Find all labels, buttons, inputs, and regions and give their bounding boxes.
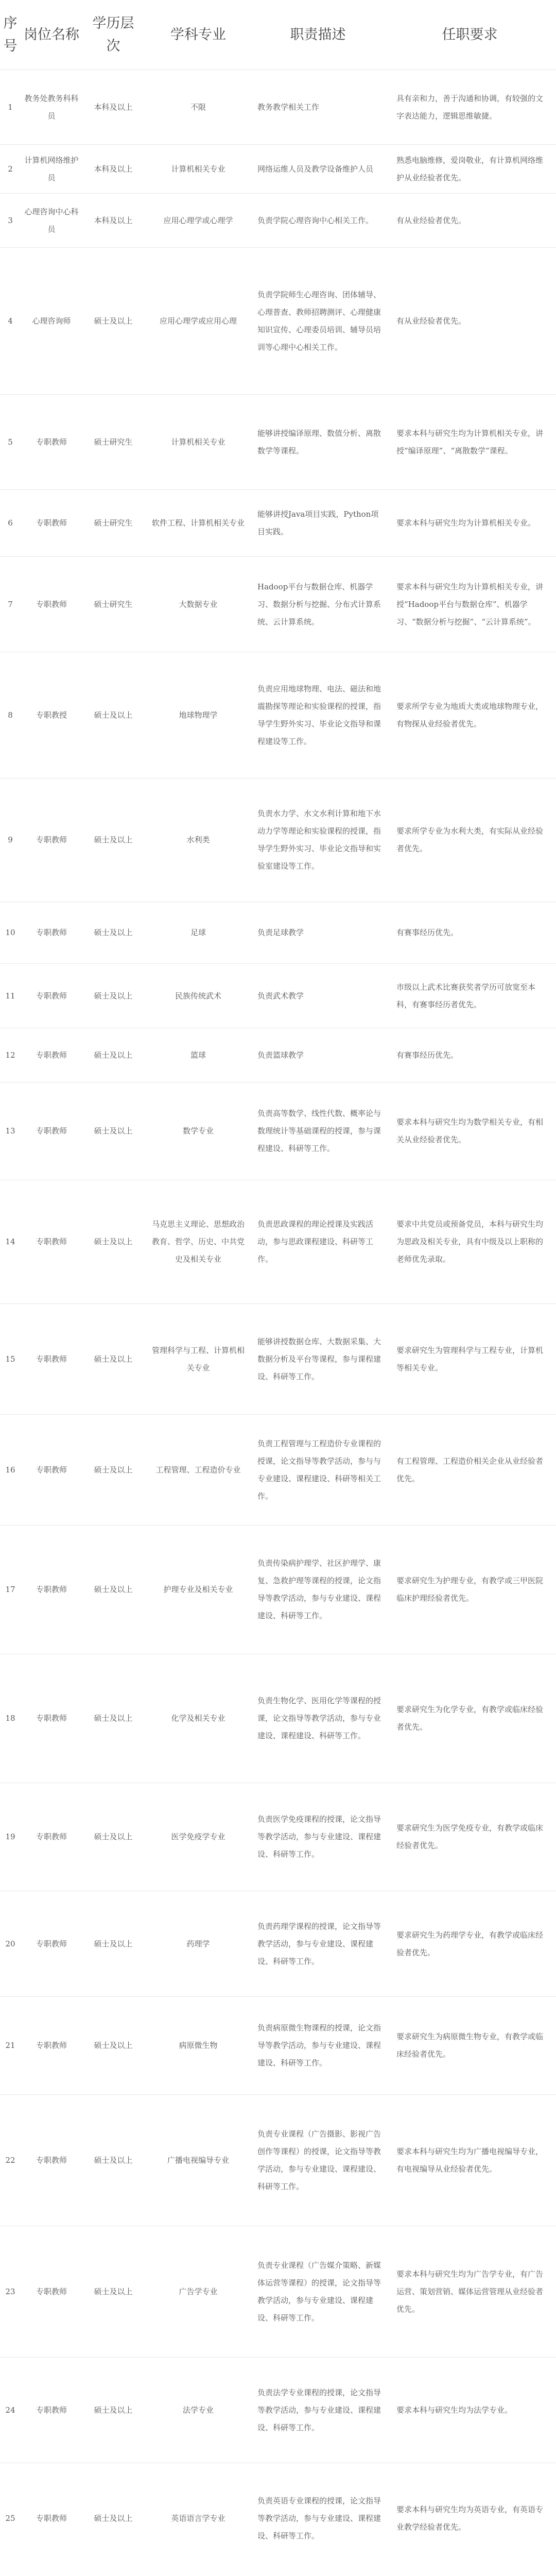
cell-education: 硕士及以上 — [94, 1585, 133, 1594]
cell-education: 硕士研究生 — [94, 518, 133, 528]
cell-seq: 15 — [5, 1354, 15, 1364]
cell-major: 管理科学与工程、计算机相关专业 — [151, 1345, 245, 1372]
cell-requirements: 要求本科与研究生均为计算机相关专业，讲授“编译原理”、“离散数学”课程。 — [396, 428, 544, 455]
cell-duties: 负责足球教学 — [257, 928, 304, 937]
cell-position: 专职教师 — [36, 991, 67, 1001]
cell-education: 硕士及以上 — [94, 1050, 133, 1060]
cell-position: 教务处教务科科员 — [24, 93, 79, 121]
cell-requirements: 具有亲和力，善于沟通和协调，有较强的文字表达能力，逻辑思维敏捷。 — [396, 93, 544, 121]
cell-education: 硕士及以上 — [94, 2041, 133, 2050]
row-divider — [0, 1414, 556, 1415]
table-row — [0, 1414, 556, 1525]
cell-position: 计算机网络维护员 — [24, 155, 79, 182]
cell-position: 专职教师 — [36, 599, 67, 609]
cell-duties: 负责药理学课程的授课，论文指导等教学活动，参与专业建设、课程建设、科研等工作。 — [257, 1921, 381, 1966]
cell-duties: 教务教学相关工作 — [257, 102, 320, 112]
cell-position: 专职教师 — [36, 518, 67, 528]
cell-education: 硕士及以上 — [94, 316, 133, 326]
table-row — [0, 2226, 556, 2357]
cell-requirements: 要求本科与研究生均为法学专业。 — [396, 2405, 513, 2415]
cell-position: 专职教授 — [36, 710, 67, 720]
cell-seq: 13 — [5, 1126, 15, 1136]
cell-major: 法学专业 — [182, 2405, 214, 2415]
row-divider — [0, 394, 556, 395]
cell-duties: 网络运维人员及教学设备维护人员 — [257, 164, 374, 174]
cell-major: 英语语言学专业 — [171, 2513, 225, 2523]
cell-requirements: 要求本科与研究生均为计算机相关专业。 — [396, 518, 536, 528]
cell-education: 硕士及以上 — [94, 2286, 133, 2296]
cell-major: 足球 — [190, 928, 206, 937]
table-row — [0, 963, 556, 1028]
cell-position: 专职教师 — [36, 1354, 67, 1364]
cell-requirements: 要求本科与研究生均为广播电视编导专业，有电视编导从业经验者优先。 — [396, 2146, 544, 2174]
cell-duties: 负责专业课程（广告摄影、影视广告创作等课程）的授课，论文指导等教学活动，参与专业建设、课程建设、科研等工作。 — [257, 2129, 381, 2191]
cell-duties: 能够讲授编译原理、数值分析、离散数学等课程。 — [257, 428, 381, 455]
cell-major: 篮球 — [190, 1050, 206, 1060]
cell-seq: 6 — [8, 518, 13, 528]
header-seq: 序号 — [3, 15, 18, 54]
cell-major: 计算机相关专业 — [171, 164, 225, 174]
cell-requirements: 要求本科与研究生均为广告学专业，有广告运营、策划营销、媒体运营管理从业经验者优先。 — [396, 2269, 544, 2314]
cell-seq: 9 — [8, 835, 13, 844]
cell-major: 工程管理、工程造价专业 — [155, 1465, 241, 1475]
table-row — [0, 193, 556, 247]
cell-major: 数学专业 — [182, 1126, 214, 1136]
cell-education: 硕士及以上 — [94, 835, 133, 844]
cell-major: 应用心理学或应用心理 — [159, 316, 237, 326]
cell-requirements: 要求研究生为药理学专业，有教学或临床经验者优先。 — [396, 1930, 544, 1957]
cell-requirements: 要求研究生为医学免疫专业，有教学或临床经验者优先。 — [396, 1823, 544, 1850]
cell-seq: 14 — [5, 1237, 15, 1246]
cell-major: 马克思主义理论、思想政治教育、哲学、历史、中共党史及相关专业 — [151, 1219, 245, 1264]
cell-position: 专职教师 — [36, 1714, 67, 1723]
cell-duties: 负责高等数学、线性代数、概率论与数理统计等基础课程的授课，参与课程建设、科研等工作。 — [257, 1109, 381, 1153]
cell-seq: 4 — [8, 316, 13, 326]
header-education: 学历层次 — [92, 15, 134, 54]
table-row — [0, 1525, 556, 1654]
cell-major: 医学免疫学专业 — [171, 1832, 225, 1841]
table-row — [0, 1996, 556, 2094]
row-divider — [0, 489, 556, 490]
table-row — [0, 247, 556, 394]
table-row — [0, 1303, 556, 1414]
row-divider — [0, 2094, 556, 2095]
cell-education: 硕士研究生 — [94, 437, 133, 447]
table-row — [0, 1891, 556, 1996]
cell-education: 硕士及以上 — [94, 928, 133, 937]
cell-seq: 3 — [8, 215, 13, 225]
row-divider — [0, 1303, 556, 1304]
row-divider — [0, 1525, 556, 1526]
row-divider — [0, 247, 556, 248]
cell-duties: 负责工程管理与工程造价专业课程的授课，论文指导等教学活动，参与与专业建设、课程建设、科研等相关工作。 — [257, 1438, 381, 1501]
cell-education: 硕士及以上 — [94, 1354, 133, 1364]
cell-duties: 负责武术教学 — [257, 991, 304, 1001]
cell-seq: 24 — [5, 2405, 15, 2415]
table-row — [0, 2463, 556, 2573]
cell-seq: 20 — [5, 1939, 15, 1948]
row-divider — [0, 193, 556, 194]
table-row — [0, 1654, 556, 1783]
cell-requirements: 要求研究生为护理专业，有教学或三甲医院临床护理经验者优先。 — [396, 1576, 544, 1603]
cell-education: 硕士及以上 — [94, 2405, 133, 2415]
cell-position: 专职教师 — [36, 437, 67, 447]
cell-requirements: 有从业经验者优先。 — [396, 316, 466, 326]
cell-seq: 25 — [5, 2513, 15, 2523]
cell-requirements: 要求研究生为病原微生物专业，有教学或临床经验者优先。 — [396, 2032, 544, 2059]
cell-position: 专职教师 — [36, 928, 67, 937]
cell-major: 护理专业及相关专业 — [163, 1585, 233, 1594]
cell-position: 心理咨询师 — [32, 316, 71, 326]
table-row — [0, 2094, 556, 2226]
cell-seq: 11 — [5, 991, 15, 1001]
cell-education: 硕士及以上 — [94, 1237, 133, 1246]
cell-position: 专职教师 — [36, 835, 67, 844]
cell-seq: 7 — [8, 599, 13, 609]
table-row — [0, 1783, 556, 1891]
table-row — [0, 394, 556, 489]
cell-seq: 1 — [8, 102, 13, 112]
cell-duties: 负责学院心理咨询中心相关工作。 — [257, 215, 374, 225]
row-divider — [0, 144, 556, 145]
table-row — [0, 2357, 556, 2463]
table-row — [0, 778, 556, 902]
cell-position: 专职教师 — [36, 1126, 67, 1136]
cell-education: 硕士及以上 — [94, 1126, 133, 1136]
cell-duties: 负责法学专业课程的授课，论文指导等教学活动，参与专业建设、课程建设、科研等工作。 — [257, 2387, 381, 2432]
cell-requirements: 有从业经验者优先。 — [396, 215, 466, 225]
cell-education: 本科及以上 — [94, 164, 133, 174]
cell-seq: 12 — [5, 1050, 15, 1060]
cell-education: 硕士及以上 — [94, 1714, 133, 1723]
cell-duties: 能够讲授数据仓库、大数据采集、大数据分析及平台等课程，参与课程建设、科研等工作。 — [257, 1336, 381, 1381]
cell-major: 化学及相关专业 — [171, 1714, 225, 1723]
header-requirements: 任职要求 — [442, 26, 498, 43]
cell-requirements: 要求本科与研究生均为计算机相关专业，讲授“Hadoop平台与数据仓库”、机器学习、“数据分析与挖掘”、“云计算系统”。 — [396, 582, 544, 626]
cell-major: 计算机相关专业 — [171, 437, 225, 447]
cell-duties: Hadoop平台与数据仓库、机器学习、数据分析与挖掘、分布式计算系统、云计算系统。 — [257, 582, 381, 626]
table-row — [0, 1028, 556, 1082]
cell-seq: 19 — [5, 1832, 15, 1841]
cell-duties: 负责医学免疫课程的授课，论文指导等教学活动，参与专业建设、课程建设、科研等工作。 — [257, 1815, 381, 1859]
cell-duties: 负责水力学、水文水利计算和地下水动力学等理论和实验课程的授课，指导学生野外实习、毕业论文指导和实验室建设等工作。 — [257, 809, 381, 871]
cell-position: 专职教师 — [36, 2405, 67, 2415]
cell-position: 专职教师 — [36, 2155, 67, 2165]
cell-seq: 22 — [5, 2155, 15, 2165]
table-row — [0, 489, 556, 556]
cell-seq: 5 — [8, 437, 13, 447]
cell-requirements: 有赛事经历优先。 — [396, 928, 459, 937]
cell-seq: 16 — [5, 1465, 15, 1475]
cell-requirements: 要求中共党员或预备党员，本科与研究生均为思政及相关专业，具有中级及以上职称的老师优先录取。 — [396, 1219, 544, 1264]
cell-major: 药理学 — [186, 1939, 210, 1948]
cell-duties: 负责传染病护理学、社区护理学、康复、急救护理等课程的授课，论文指导等教学活动，参与专业建设、课程建设、科研等工作。 — [257, 1558, 381, 1620]
cell-duties: 负责病原微生物课程的授课，论文指导等教学活动，参与专业建设、课程建设、科研等工作。 — [257, 2023, 381, 2067]
cell-education: 硕士及以上 — [94, 991, 133, 1001]
table-row — [0, 1180, 556, 1303]
table-row — [0, 556, 556, 652]
row-divider — [0, 2357, 556, 2358]
cell-seq: 23 — [5, 2286, 15, 2296]
cell-position: 心理咨询中心科员 — [24, 207, 79, 234]
cell-duties: 负责学院师生心理咨询、团体辅导、心理普查、教师招聘测评、心理健康知识宣传、心理委员培训、辅导员培训等心理中心相关工作。 — [257, 290, 381, 352]
cell-major: 不限 — [190, 102, 206, 112]
cell-position: 专职教师 — [36, 2286, 67, 2296]
cell-seq: 8 — [8, 710, 13, 720]
row-divider — [0, 963, 556, 964]
cell-education: 硕士及以上 — [94, 710, 133, 720]
cell-duties: 负责生物化学、医用化学等课程的授课，论文指导等教学活动，参与专业建设、课程建设、科研等工作。 — [257, 1696, 381, 1740]
cell-duties: 负责专业课程（广告媒介策略、新媒体运营等课程）的授课，论文指导等教学活动，参与专业建设、课程建设、科研等工作。 — [257, 2260, 381, 2323]
cell-requirements: 要求研究生为管理科学与工程专业，计算机等相关专业。 — [396, 1345, 544, 1372]
cell-requirements: 熟悉电脑维修，爱岗敬业，有计算机网络维护从业经验者优先。 — [396, 155, 544, 182]
cell-position: 专职教师 — [36, 1237, 67, 1246]
cell-requirements: 要求所学专业为水利大类，有实际从业经验者优先。 — [396, 826, 544, 853]
header-duties: 职责描述 — [290, 26, 346, 43]
cell-position: 专职教师 — [36, 1585, 67, 1594]
cell-position: 专职教师 — [36, 1939, 67, 1948]
header-major: 学科专业 — [170, 26, 226, 43]
cell-duties: 负责思政课程的理论授课及实践活动，参与思政课程建设、科研等工作。 — [257, 1219, 374, 1264]
cell-major: 广告学专业 — [179, 2286, 218, 2296]
cell-education: 硕士及以上 — [94, 2513, 133, 2523]
cell-seq: 17 — [5, 1585, 15, 1594]
cell-education: 硕士研究生 — [94, 599, 133, 609]
cell-duties: 能够讲授Java项目实践，Python项目实践。 — [257, 510, 379, 536]
cell-requirements: 要求研究生为化学专业，有教学或临床经验者优先。 — [396, 1705, 544, 1732]
cell-position: 专职教师 — [36, 1465, 67, 1475]
cell-major: 大数据专业 — [179, 599, 218, 609]
table-row — [0, 652, 556, 778]
cell-seq: 10 — [5, 928, 15, 937]
cell-duties: 负责英语专业课程的授课，论文指导等教学活动，参与专业建设、课程建设、科研等工作。 — [257, 2496, 381, 2540]
cell-duties: 负责篮球教学 — [257, 1050, 304, 1060]
header-position: 岗位名称 — [24, 26, 79, 43]
table-row — [0, 1082, 556, 1180]
cell-education: 硕士及以上 — [94, 1465, 133, 1475]
row-divider — [0, 1996, 556, 1997]
cell-education: 本科及以上 — [94, 102, 133, 112]
cell-major: 民族传统武术 — [175, 991, 221, 1001]
cell-major: 软件工程、计算机相关专业 — [151, 518, 245, 528]
cell-major: 地球物理学 — [179, 710, 218, 720]
cell-requirements: 要求所学专业为地质大类或地球物理专业，有物探从业经验者优先。 — [396, 701, 544, 728]
cell-duties: 负责应用地球物理、电法、磁法和地震勘探等理论和实验课程的授课，指导学生野外实习、毕业论文指导和课程建设等工作。 — [257, 684, 381, 746]
cell-education: 本科及以上 — [94, 215, 133, 225]
cell-requirements: 要求本科与研究生均为英语专业，有英语专业教学经验者优先。 — [396, 2504, 544, 2532]
table-row — [0, 144, 556, 193]
cell-major: 水利类 — [186, 835, 210, 844]
table-row — [0, 902, 556, 963]
cell-seq: 2 — [8, 164, 13, 174]
cell-position: 专职教师 — [36, 1050, 67, 1060]
cell-position: 专职教师 — [36, 2513, 67, 2523]
cell-education: 硕士及以上 — [94, 1939, 133, 1948]
cell-requirements: 市级以上武术比赛获奖者学历可放宽至本科，有赛事经历者优先。 — [396, 982, 536, 1009]
cell-requirements: 有赛事经历优先。 — [396, 1050, 459, 1060]
cell-requirements: 要求本科与研究生均为数学相关专业，有相关从业经验者优先。 — [396, 1117, 544, 1144]
cell-major: 病原微生物 — [179, 2041, 218, 2050]
cell-seq: 18 — [5, 1714, 15, 1723]
cell-education: 硕士及以上 — [94, 2155, 133, 2165]
cell-seq: 21 — [5, 2041, 15, 2050]
cell-requirements: 有工程管理、工程造价相关企业从业经验者优先。 — [396, 1456, 544, 1483]
cell-major: 应用心理学或心理学 — [163, 215, 233, 225]
row-divider — [0, 556, 556, 557]
table-row — [0, 70, 556, 144]
cell-major: 广播电视编导专业 — [167, 2155, 229, 2165]
cell-position: 专职教师 — [36, 2041, 67, 2050]
cell-position: 专职教师 — [36, 1832, 67, 1841]
cell-education: 硕士及以上 — [94, 1832, 133, 1841]
